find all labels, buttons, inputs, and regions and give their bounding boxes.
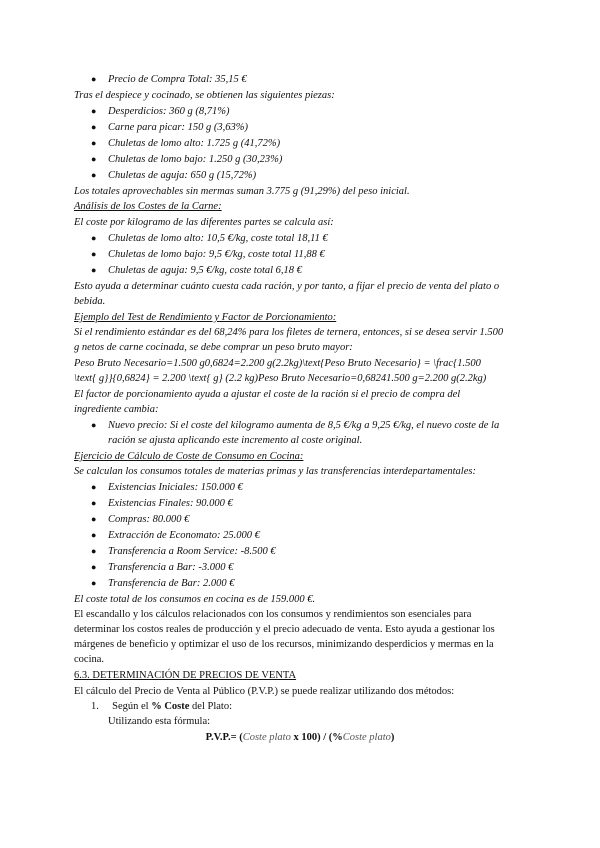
formula-coste-1: Coste plato: [242, 732, 291, 743]
list-item: Chuletas de lomo alto: 10,5 €/kg, coste total 18,11 €: [108, 233, 328, 244]
list-item: Transferencia a Bar: -3.000 €: [108, 562, 234, 573]
text-line: El coste por kilogramo de las diferentes partes se calcula así:: [74, 217, 334, 228]
formula-line: \text{ g}}{0,6824} = 2.200 \text{ g} (2.2 kg)Peso Bruto Necesario=0,68241.500 g=2.200 g(2.2kg): [74, 373, 487, 384]
list-item: Chuletas de aguja: 650 g (15,72%): [108, 170, 257, 181]
item-text-bold: % Coste: [151, 701, 190, 712]
text-line: ingrediente cambia:: [74, 404, 159, 415]
bullet: ●: [91, 265, 97, 275]
paragraph-line: El escandallo y los cálculos relacionados con los consumos y rendimientos son esenciales para: [74, 609, 472, 620]
formula-line: Peso Bruto Necesario=1.500 g0,6824=2.200 g(2.2kg)\text{Peso Bruto Necesario} = \frac{1.500: [74, 358, 481, 369]
bullet: ●: [91, 514, 97, 524]
bullet: ●: [91, 249, 97, 259]
list-item: Extracción de Economato: 25.000 €: [108, 530, 260, 541]
item-text-pre: Según el: [112, 701, 149, 712]
list-item: Compras: 80.000 €: [108, 514, 190, 525]
text-line: El coste total de los consumos en cocina es de 159.000 €.: [74, 594, 316, 605]
formula-eq: = (: [230, 732, 243, 743]
paragraph-line: márgenes de beneficio y optimizar el uso de los recursos, minimizando desperdicios y mermas en la: [74, 639, 494, 650]
bullet: ●: [91, 122, 97, 132]
text-line: El factor de porcionamiento ayuda a ajustar el coste de la ración si el precio de compra del: [74, 389, 461, 400]
bullet: ●: [91, 578, 97, 588]
formula-x100: x 100) / (%: [290, 732, 343, 743]
paragraph-line: cocina.: [74, 654, 105, 665]
list-item: Nuevo precio: Si el coste del kilogramo aumenta de 8,5 €/kg a 9,25 €/kg, el nuevo coste de la: [108, 420, 500, 431]
text-line: Precio de Compra Total: 35,15 €: [108, 74, 247, 85]
list-item: Chuletas de lomo bajo: 9,5 €/kg, coste total 11,88 €: [108, 249, 325, 260]
section-heading: Análisis de los Costes de la Carne:: [74, 201, 222, 212]
text-line: Si el rendimiento estándar es del 68,24% para los filetes de ternera, entonces, si se desea servir 1.500: [74, 327, 504, 338]
text-line: Los totales aprovechables sin mermas suman 3.775 g (91,29%) del peso inicial.: [74, 186, 410, 197]
list-item: Chuletas de lomo bajo: 1.250 g (30,23%): [108, 154, 283, 165]
list-item: Existencias Iniciales: 150.000 €: [108, 482, 243, 493]
bullet: ●: [91, 106, 97, 116]
list-item: Chuletas de aguja: 9,5 €/kg, coste total 6,18 €: [108, 265, 302, 276]
section-title: 6.3. DETERMINACIÓN DE PRECIOS DE VENTA: [74, 670, 297, 681]
paragraph-line: determinar los costos reales de producción y el precio adecuado de venta. Esto ayuda a gestionar los: [74, 624, 495, 635]
list-item: Carne para picar: 150 g (3,63%): [108, 122, 248, 133]
list-item: Chuletas de lomo alto: 1.725 g (41,72%): [108, 138, 281, 149]
formula-coste-2: Coste plato: [342, 732, 391, 743]
list-item-continuation: ración se ajusta aplicando este incremento al coste original.: [108, 435, 363, 446]
bullet: ●: [91, 170, 97, 180]
item-text-post: del Plato:: [192, 701, 232, 712]
list-item: Desperdicios: 360 g (8,71%): [108, 106, 230, 117]
bullet: ●: [91, 74, 97, 84]
list-item: Transferencia de Bar: 2.000 €: [108, 578, 235, 589]
section-heading: Ejercicio de Cálculo de Coste de Consumo en Cocina:: [74, 451, 304, 462]
bullet: ●: [91, 482, 97, 492]
bullet: ●: [91, 138, 97, 148]
bullet: ●: [91, 546, 97, 556]
text-line: g netos de carne cocinada, se debe comprar un peso bruto mayor:: [74, 342, 353, 353]
paragraph-line: El cálculo del Precio de Venta al Público (P.V.P.) se puede realizar utilizando dos métodos:: [74, 686, 455, 697]
bullet: ●: [91, 420, 97, 430]
text-line: Tras el despiece y cocinado, se obtienen las siguientes piezas:: [74, 90, 335, 101]
formula-close: ): [390, 732, 395, 743]
item-number: 1.: [91, 701, 99, 712]
pvp-formula: [0, 730, 600, 745]
text-line: Se calculan los consumos totales de materias primas y las transferencias interdepartamentales:: [74, 466, 476, 477]
list-item: Transferencia a Room Service: -8.500 €: [108, 546, 276, 557]
bullet: ●: [91, 530, 97, 540]
bullet: ●: [91, 233, 97, 243]
bullet: ●: [91, 154, 97, 164]
text-line: Esto ayuda a determinar cuánto cuesta cada ración, y por tanto, a fijar el precio de venta del plato o: [74, 281, 500, 292]
section-heading: Ejemplo del Test de Rendimiento y Factor de Porcionamiento:: [74, 312, 337, 323]
text-line: bebida.: [74, 296, 106, 307]
numbered-item: [91, 699, 232, 714]
formula-pvp: P.V.P.: [205, 732, 231, 743]
list-item: Existencias Finales: 90.000 €: [108, 498, 233, 509]
bullet: ●: [91, 562, 97, 572]
numbered-item-sub: Utilizando esta fórmula:: [108, 716, 211, 727]
bullet: ●: [91, 498, 97, 508]
